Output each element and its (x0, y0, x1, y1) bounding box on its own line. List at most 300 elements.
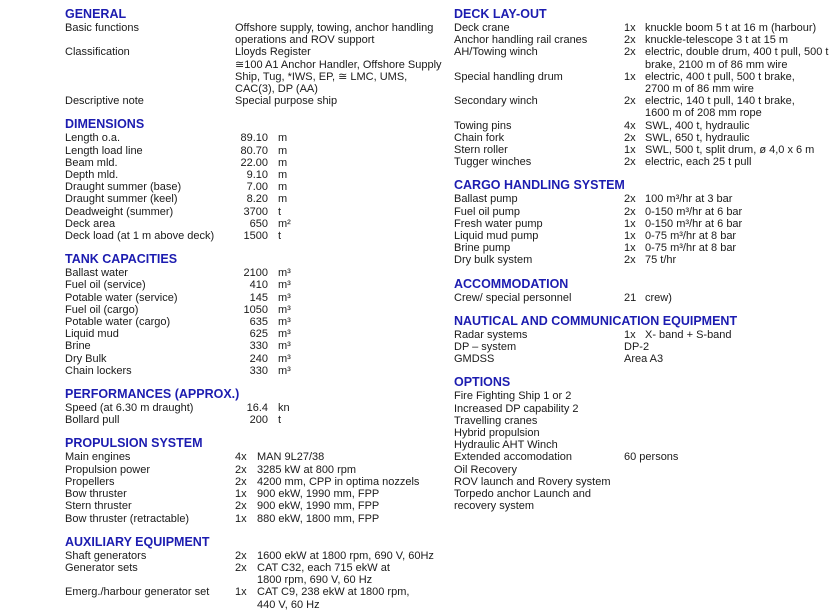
row-label (65, 157, 235, 169)
row-label (65, 488, 235, 500)
row-text (624, 341, 649, 353)
row-unit: m (278, 193, 288, 206)
spec-row-deck-crane (454, 22, 830, 34)
row-qty: 2x (624, 205, 636, 218)
text-line: brake, 2100 m of 86 mm wire (645, 58, 788, 71)
text-line: Crew/ special personnel (454, 291, 572, 304)
row-text (235, 22, 433, 46)
row-label (454, 132, 624, 144)
spec-row-brine-pump (454, 242, 830, 254)
text-line: Bollard pull (65, 414, 120, 427)
row-value: 1500 (243, 230, 268, 243)
text-line: Deck area (65, 217, 116, 230)
row-label (65, 181, 235, 193)
spec-row-dry-bulk (65, 353, 437, 365)
spec-row-anchor-handling-rail-cranes (454, 34, 830, 46)
text-line: Oil Recovery (454, 463, 517, 476)
row-label (65, 464, 235, 476)
section-title-accommodation: ACCOMMODATION (454, 276, 569, 291)
row-qty: 2x (624, 46, 636, 59)
row-qty: 1x (624, 242, 636, 255)
row-unit: m³ (278, 328, 291, 341)
section-title-deck-lay-out: DECK LAY-OUT (454, 7, 547, 21)
text-line: Fuel oil (cargo) (65, 303, 139, 316)
spec-row-increased-dp-capability-2 (454, 403, 830, 415)
row-label (65, 414, 235, 426)
text-line: electric, 400 t pull, 500 t brake, (645, 70, 795, 83)
row-unit: t (278, 205, 282, 218)
row-desc (257, 513, 379, 525)
row-desc (645, 34, 788, 46)
row-desc (645, 46, 828, 70)
text-line: 3285 kW at 800 rpm (257, 463, 357, 476)
text-line: Fresh water pump (454, 217, 543, 230)
text-line: Area A3 (624, 353, 664, 366)
text-line: Basic functions (65, 22, 139, 34)
text-line: 100 m³/hr at 3 bar (645, 193, 733, 206)
text-line: 0-150 m³/hr at 6 bar (645, 205, 743, 218)
row-label (454, 193, 624, 205)
row-label (454, 254, 624, 266)
text-line: knuckle boom 5 t at 16 m (harbour) (645, 22, 817, 34)
row-value: 625 (249, 328, 268, 341)
spec-row-ah-towing-winch (454, 46, 830, 70)
text-line: Length o.a. (65, 132, 121, 145)
row-label (65, 145, 235, 157)
row-label (454, 353, 624, 365)
spec-row-brine (65, 340, 437, 352)
row-desc (645, 242, 736, 254)
row-value: 1050 (243, 303, 268, 316)
text-line: ≅100 A1 Anchor Handler, Offshore Supply (235, 58, 442, 71)
text-line: 60 persons (624, 451, 679, 464)
text-line: Secondary winch (454, 95, 538, 108)
row-label (65, 132, 235, 144)
text-line: Tugger winches (454, 156, 532, 169)
spec-row-draught-summer-keel (65, 193, 437, 205)
row-unit: m³ (278, 364, 291, 377)
spec-row-deck-area (65, 218, 437, 230)
text-line: 75 t/hr (645, 254, 677, 267)
row-qty: 1x (624, 328, 636, 341)
text-line: X- band + S-band (645, 328, 732, 341)
row-qty: 4x (235, 451, 247, 464)
spec-row-tugger-winches (454, 156, 830, 168)
row-desc (257, 476, 419, 488)
section-title-options: OPTIONS (454, 375, 511, 390)
text-line: 0-150 m³/hr at 6 bar (645, 217, 743, 230)
row-qty: 1x (624, 217, 636, 230)
row-qty: 2x (624, 131, 636, 144)
row-unit: m³ (278, 340, 291, 353)
row-desc (645, 254, 676, 266)
text-line: 0-75 m³/hr at 8 bar (645, 230, 737, 243)
text-line: 1600 ekW at 1800 rpm, 690 V, 60Hz (257, 549, 434, 562)
spec-row-torpedo-anchor-launch-and (454, 488, 830, 512)
row-label (65, 95, 235, 107)
text-line: 440 V, 60 Hz (257, 598, 320, 611)
spec-row-depth-mld (65, 169, 437, 181)
spec-row-deck-load-at-1-m-above-deck (65, 230, 437, 242)
spec-row-fuel-oil-service (65, 279, 437, 291)
spec-row-propulsion-power (65, 464, 437, 476)
row-qty: 2x (235, 475, 247, 488)
row-desc (645, 71, 795, 95)
row-label (454, 71, 624, 83)
row-label (65, 206, 235, 218)
row-qty: 2x (624, 254, 636, 267)
row-qty: 2x (235, 500, 247, 513)
text-line: Travelling cranes (454, 414, 538, 427)
spec-row-chain-fork (454, 132, 830, 144)
text-line: ROV launch and Rovery system (454, 475, 611, 488)
row-qty: 2x (624, 156, 636, 169)
row-label (65, 402, 235, 414)
row-unit: t (278, 230, 282, 243)
row-unit: t (278, 414, 282, 427)
text-line: Fuel oil pump (454, 205, 521, 218)
row-desc (645, 156, 751, 168)
row-label (454, 242, 624, 254)
row-label (65, 316, 235, 328)
spec-row-descriptive-note (65, 95, 437, 107)
text-line: Deck crane (454, 22, 510, 34)
row-value: 3700 (243, 205, 268, 218)
spec-row-hydraulic-aht-winch (454, 439, 830, 451)
text-line: Draught summer (keel) (65, 193, 178, 206)
row-unit: m³ (278, 279, 291, 292)
row-label (65, 267, 235, 279)
spec-row-bow-thruster (65, 488, 437, 500)
text-line: Stern thruster (65, 500, 132, 513)
text-line: CAT C32, each 715 ekW at (257, 561, 390, 574)
row-label (65, 304, 235, 316)
row-label (454, 95, 624, 107)
text-line: Propellers (65, 475, 115, 488)
spec-row-fresh-water-pump (454, 218, 830, 230)
row-value: 410 (249, 279, 268, 292)
spec-row-special-handling-drum (454, 71, 830, 95)
text-line: SWL, 650 t, hydraulic (645, 131, 750, 144)
spec-row-ballast-water (65, 267, 437, 279)
row-desc (645, 144, 814, 156)
text-line: Deadweight (summer) (65, 205, 174, 218)
spec-row-gmdss (454, 353, 830, 365)
text-line: Offshore supply, towing, anchor handling (235, 22, 434, 34)
text-line: 1800 rpm, 690 V, 60 Hz (257, 574, 373, 587)
row-label (65, 550, 235, 562)
row-value: 650 (249, 217, 268, 230)
spec-row-chain-lockers (65, 365, 437, 377)
row-label (454, 403, 624, 415)
spec-row-rov-launch-and-rovery-system (454, 476, 830, 488)
spec-column-right (454, 8, 830, 513)
text-line: Hydraulic AHT Winch (454, 439, 558, 452)
text-line: Potable water (service) (65, 291, 178, 304)
text-line: 1600 m of 208 mm rope (645, 107, 762, 120)
text-line: electric, 140 t pull, 140 t brake, (645, 95, 795, 108)
row-qty: 4x (624, 119, 636, 132)
row-text (235, 46, 442, 95)
text-line: Chain lockers (65, 364, 132, 377)
text-line: Liquid mud pump (454, 230, 539, 243)
row-label (454, 329, 624, 341)
text-line: CAT C9, 238 ekW at 1800 rpm, (257, 586, 410, 599)
spec-row-generator-sets (65, 562, 437, 586)
row-label (454, 46, 624, 58)
text-line: 900 ekW, 1990 mm, FPP (257, 500, 380, 513)
section-title-performances-approx: PERFORMANCES (APPROX.) (65, 387, 240, 402)
row-label (65, 340, 235, 352)
text-line: DP – system (454, 341, 517, 354)
row-desc (257, 586, 409, 610)
row-unit: m³ (278, 316, 291, 329)
row-label (454, 218, 624, 230)
text-line: Anchor handling rail cranes (454, 34, 588, 47)
row-label (454, 34, 624, 46)
row-unit: m³ (278, 303, 291, 316)
row-unit: m² (278, 217, 291, 230)
row-desc (257, 464, 356, 476)
row-qty: 2x (624, 193, 636, 206)
row-value: 89.10 (240, 132, 268, 145)
row-label (65, 451, 235, 463)
text-line: Depth mld. (65, 169, 119, 182)
row-qty: 1x (624, 22, 636, 34)
spec-row-dry-bulk-system (454, 254, 830, 266)
row-value: 635 (249, 316, 268, 329)
section-title-dimensions: DIMENSIONS (65, 117, 145, 132)
text-line: Liquid mud (65, 328, 119, 341)
row-value: 16.4 (246, 402, 268, 415)
spec-row-potable-water-service (65, 292, 437, 304)
row-label (65, 562, 235, 574)
row-label (65, 476, 235, 488)
row-value: 9.10 (246, 169, 268, 182)
spec-row-stern-roller (454, 144, 830, 156)
row-qty: 1x (235, 488, 247, 501)
row-label (65, 218, 235, 230)
row-unit: m (278, 132, 288, 145)
text-line: 2700 m of 86 mm wire (645, 83, 754, 96)
spec-row-length-o-a (65, 132, 437, 144)
text-line: Length load line (65, 144, 143, 157)
row-label (454, 390, 624, 402)
spec-row-propellers (65, 476, 437, 488)
spec-row-speed-at-6-30-m-draught (65, 402, 437, 414)
text-line: SWL, 500 t, split drum, ø 4,0 x 6 m (645, 144, 815, 157)
spec-row-shaft-generators (65, 550, 437, 562)
section-title-nautical-and-communication-equipment: NAUTICAL AND COMMUNICATION EQUIPMENT (454, 313, 738, 328)
text-line: Special purpose ship (235, 95, 338, 108)
spec-row-bollard-pull (65, 414, 437, 426)
spec-row-classification (65, 46, 442, 96)
row-label (454, 415, 624, 427)
section-title-tank-capacities: TANK CAPACITIES (65, 252, 178, 267)
row-label (65, 353, 235, 365)
row-desc (257, 562, 390, 586)
row-qty: 2x (235, 549, 247, 562)
row-desc (257, 488, 379, 500)
row-label (454, 476, 624, 488)
row-desc (645, 218, 742, 230)
row-desc (645, 230, 736, 242)
row-label (65, 279, 235, 291)
spec-row-stern-thruster (65, 500, 437, 512)
text-line: 0-75 m³/hr at 8 bar (645, 242, 737, 255)
row-qty: 1x (624, 70, 636, 83)
text-line: knuckle-telescope 3 t at 15 m (645, 34, 789, 47)
spec-column-left (65, 7, 442, 611)
text-line: Hybrid propulsion (454, 427, 540, 440)
row-qty: 1x (624, 144, 636, 157)
text-line: CAC(3), DP (AA) (235, 83, 318, 96)
row-desc (257, 500, 379, 512)
text-line: Fuel oil (service) (65, 279, 146, 292)
row-desc (645, 206, 742, 218)
row-label (65, 22, 235, 34)
text-line: Dry Bulk (65, 352, 107, 365)
row-qty: 1x (235, 512, 247, 525)
text-line: Shaft generators (65, 549, 147, 562)
row-unit: m (278, 181, 288, 194)
spec-row-emerg-harbour-generator-set (65, 586, 437, 610)
text-line: Classification (65, 46, 130, 59)
row-label (454, 464, 624, 476)
row-label (65, 193, 235, 205)
text-line: Torpedo anchor Launch and (454, 488, 591, 501)
row-label (65, 328, 235, 340)
text-line: Chain fork (454, 131, 505, 144)
spec-row-towing-pins (454, 120, 830, 132)
text-line: Bow thruster (65, 488, 127, 501)
spec-row-fuel-oil-cargo (65, 304, 437, 316)
row-label (65, 365, 235, 377)
row-value: 8.20 (246, 193, 268, 206)
text-line: Lloyds Register (235, 46, 311, 59)
spec-row-secondary-winch (454, 95, 830, 119)
text-line: Brine pump (454, 242, 511, 255)
row-qty: 2x (624, 95, 636, 108)
spec-row-oil-recovery (454, 464, 830, 476)
row-label (65, 169, 235, 181)
row-label (454, 451, 624, 463)
row-desc (645, 120, 750, 132)
row-desc (645, 22, 816, 34)
text-line: 900 ekW, 1990 mm, FPP (257, 488, 380, 501)
spec-row-potable-water-cargo (65, 316, 437, 328)
row-label (454, 488, 624, 512)
text-line: 880 ekW, 1800 mm, FPP (257, 512, 380, 525)
text-line: GMDSS (454, 353, 495, 366)
row-value: 330 (249, 364, 268, 377)
text-line: Stern roller (454, 144, 508, 157)
row-value: 7.00 (246, 181, 268, 194)
row-label (454, 144, 624, 156)
section-title-auxiliary-equipment: AUXILIARY EQUIPMENT (65, 534, 210, 549)
text-line: Main engines (65, 451, 131, 464)
text-line: Fire Fighting Ship 1 or 2 (454, 390, 572, 403)
row-label (65, 46, 235, 58)
text-line: Ship, Tug, *IWS, EP, ≅ LMC, UMS, (235, 70, 408, 83)
row-unit: kn (278, 402, 290, 415)
row-qty: 2x (235, 463, 247, 476)
row-desc (645, 132, 750, 144)
text-line: Bow thruster (retractable) (65, 512, 190, 525)
text-line: Special handling drum (454, 70, 563, 83)
text-line: Towing pins (454, 119, 512, 132)
text-line: Radar systems (454, 328, 528, 341)
spec-row-main-engines (65, 451, 437, 463)
row-desc (645, 95, 795, 119)
spec-row-length-load-line (65, 145, 437, 157)
row-desc (257, 451, 324, 463)
row-desc (645, 292, 672, 304)
spec-row-beam-mld (65, 157, 437, 169)
text-line: SWL, 400 t, hydraulic (645, 119, 750, 132)
row-text (235, 95, 337, 107)
row-qty: 1x (624, 230, 636, 243)
row-label (454, 439, 624, 451)
text-line: crew) (645, 291, 672, 304)
text-line: Ballast pump (454, 193, 518, 206)
row-label (454, 341, 624, 353)
row-label (65, 230, 235, 242)
spec-row-ballast-pump (454, 193, 830, 205)
row-label (454, 156, 624, 168)
row-label (454, 230, 624, 242)
row-unit: m (278, 169, 288, 182)
text-line: Speed (at 6.30 m draught) (65, 402, 194, 415)
row-value: 240 (249, 352, 268, 365)
text-line: Ballast water (65, 267, 128, 280)
row-value: 22.00 (240, 156, 268, 169)
row-value: 330 (249, 340, 268, 353)
row-label (454, 120, 624, 132)
text-line: Increased DP capability 2 (454, 402, 579, 415)
section-title-cargo-handling-system: CARGO HANDLING SYSTEM (454, 178, 625, 193)
row-desc (645, 193, 732, 205)
text-line: Deck load (at 1 m above deck) (65, 230, 215, 243)
text-line: DP-2 (624, 341, 650, 354)
row-label (65, 586, 235, 598)
text-line: Beam mld. (65, 156, 118, 169)
row-unit: m³ (278, 352, 291, 365)
row-unit: m³ (278, 267, 291, 280)
row-label (454, 22, 624, 34)
spec-row-basic-functions (65, 22, 437, 46)
row-text (624, 451, 678, 463)
row-unit: m (278, 156, 288, 169)
spec-row-extended-accomodation (454, 451, 830, 463)
text-line: Potable water (cargo) (65, 316, 171, 329)
text-line: Extended accomodation (454, 451, 573, 464)
row-value: 200 (249, 414, 268, 427)
spec-row-liquid-mud (65, 328, 437, 340)
row-value: 2100 (243, 267, 268, 280)
row-label (454, 427, 624, 439)
spec-row-fire-fighting-ship-1-or-2 (454, 390, 830, 402)
text-line: Brine (65, 340, 91, 353)
text-line: Draught summer (base) (65, 181, 182, 194)
text-line: operations and ROV support (235, 34, 375, 47)
text-line: electric, double drum, 400 t pull, 500 t (645, 46, 829, 59)
spec-row-dp-system (454, 341, 830, 353)
spec-row-crew-special-personnel (454, 292, 830, 304)
text-line: Emerg./harbour generator set (65, 586, 210, 599)
text-line: Propulsion power (65, 463, 150, 476)
row-label (65, 500, 235, 512)
